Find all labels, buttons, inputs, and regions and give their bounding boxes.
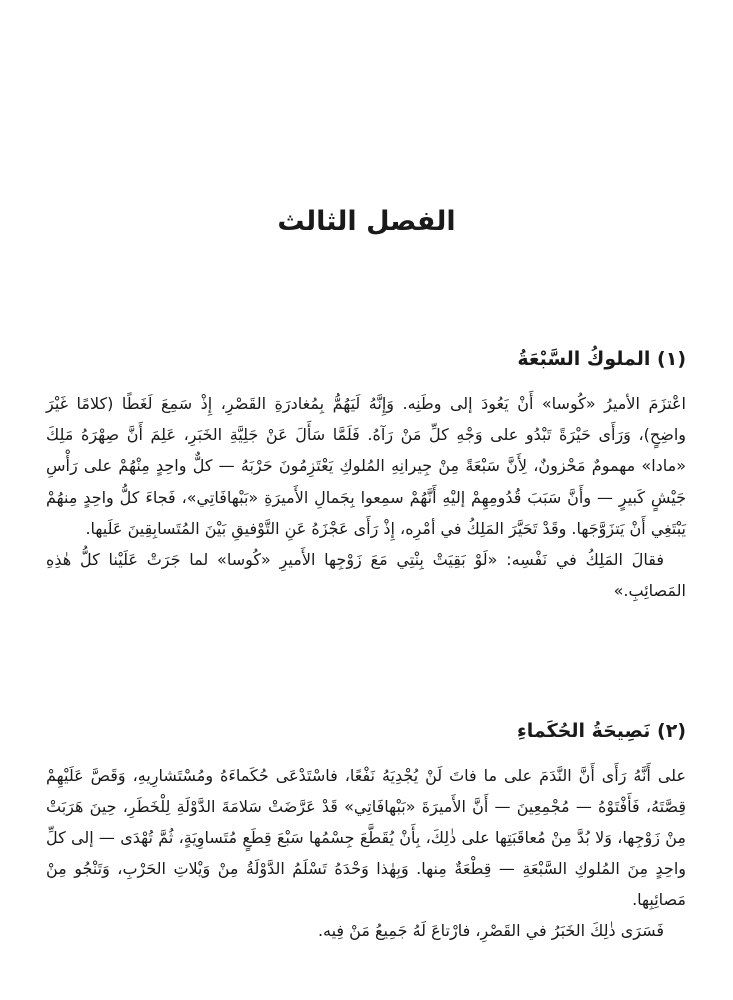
paragraph: اعْتزَمَ الأميرُ «كُوسا» أَنْ يَعُودَ إلى وطَنِه. وَإِنَّهُ لَيَهُمُّ بِمُغادرَةِ القَصْرِ، إِذْ سَمِعَ لَغَطًا (كلامًا غَيْرَ واضِحٍ)، وَرَأَى حَيْرَةً تَبْدُو على وَجْهِ كلِّ مَنْ رَآهُ. فَلَمَّا سَأَلَ عَنْ جَلِيَّةِ الخَبَرِ، عَلِمَ أَنَّ صِهْرَهُ مَلِكَ «مادا» مهمومٌ مَحْزونٌ، لِأَنَّ سَبْعَةً مِنْ جِيرانِهِ المُلوكِ يَعْتَزِمُونَ حَرْبَهُ — كلٌّ واحِدٍ مِنْهُمْ على رَأْسِ جَيْشٍ كَبيرٍ — وأَنَّ سَبَبَ قُدُومِهِمْ إليْهِ أَنَّهُمْ سمِعوا بِجَمالِ الأَميرَةِ «بَبْهافَاتِي»، فَجاءَ كلُّ واحِدٍ مِنهُمْ يَبْتَغِي أَنْ يَتزَوَّجَها. وقَدْ تَحَيَّرَ المَلِكُ في أمْرِه، إِذْ رَأَى عَجْزَهُ عَنِ التَّوْفيقِ بَيْنَ المُتَسابِقِينَ عَلَيها. <box>46 394 686 538</box>
section-seven-kings <box>46 340 686 606</box>
paragraph: فَسَرَى ذٰلِكَ الخَبَرُ في القَصْرِ، فارْتاعَ لَهُ جَمِيعُ مَنْ فِيه. <box>317 921 664 940</box>
section-wise-advice <box>46 712 686 946</box>
section-heading: (٢) نَصِيحَةُ الحُكَماءِ <box>516 720 686 742</box>
paragraph: على أَنَّهُ رَأَى أَنَّ النَّدَمَ على ما فاتَ لَنْ يُجْدِيَهُ نَفْعًا، فاسْتَدْعَى حُكَماءَهُ ومُسْتَشارِيهِ، وَقَصَّ عَلَيْهِمْ قِصَّتَهُ، فَأَفْتَوْهُ — مُجْمِعِينَ — أَنَّ الأَميرَةَ «بَبْهافَاتِي» قَدْ عَرَّضَتْ سَلامَةَ الدَّوْلَةِ لِلْخَطَرِ، حِينَ هَرَبَتْ مِنْ زَوْجِها، وَلا بُدَّ مِنْ مُعاقَبَتِها على ذٰلِكَ، بِأَنْ يُقَطَّعَ جِسْمُها سَبْعَ قِطَعٍ مُتَساوِيَةٍ، ثُمَّ تُهْدَى — إلى كلِّ واحِدٍ مِنَ المُلوكِ السَّبْعَةِ — قِطْعَةٌ مِنها. وَبِهٰذا وَحْدَهُ تَسْلَمُ الدَّوْلَةُ مِنْ وَيْلاتِ الحَرْبِ، وَتَنْجُو مِنْ مَصائِبِها. <box>46 766 686 909</box>
section-heading: (١) الملوكُ السَّبْعَةُ <box>517 348 686 370</box>
chapter-title: الفصل الثالث <box>277 206 456 237</box>
paragraph: فقالَ المَلِكُ في نَفْسِه: «لَوْ بَقِيَتْ بِنْتِي مَعَ زَوْجِها الأَميرِ «كُوسا» لما جَرَتْ عَلَيْنا كلُّ هٰذِهِ المَصائِبِ.» <box>46 550 686 601</box>
